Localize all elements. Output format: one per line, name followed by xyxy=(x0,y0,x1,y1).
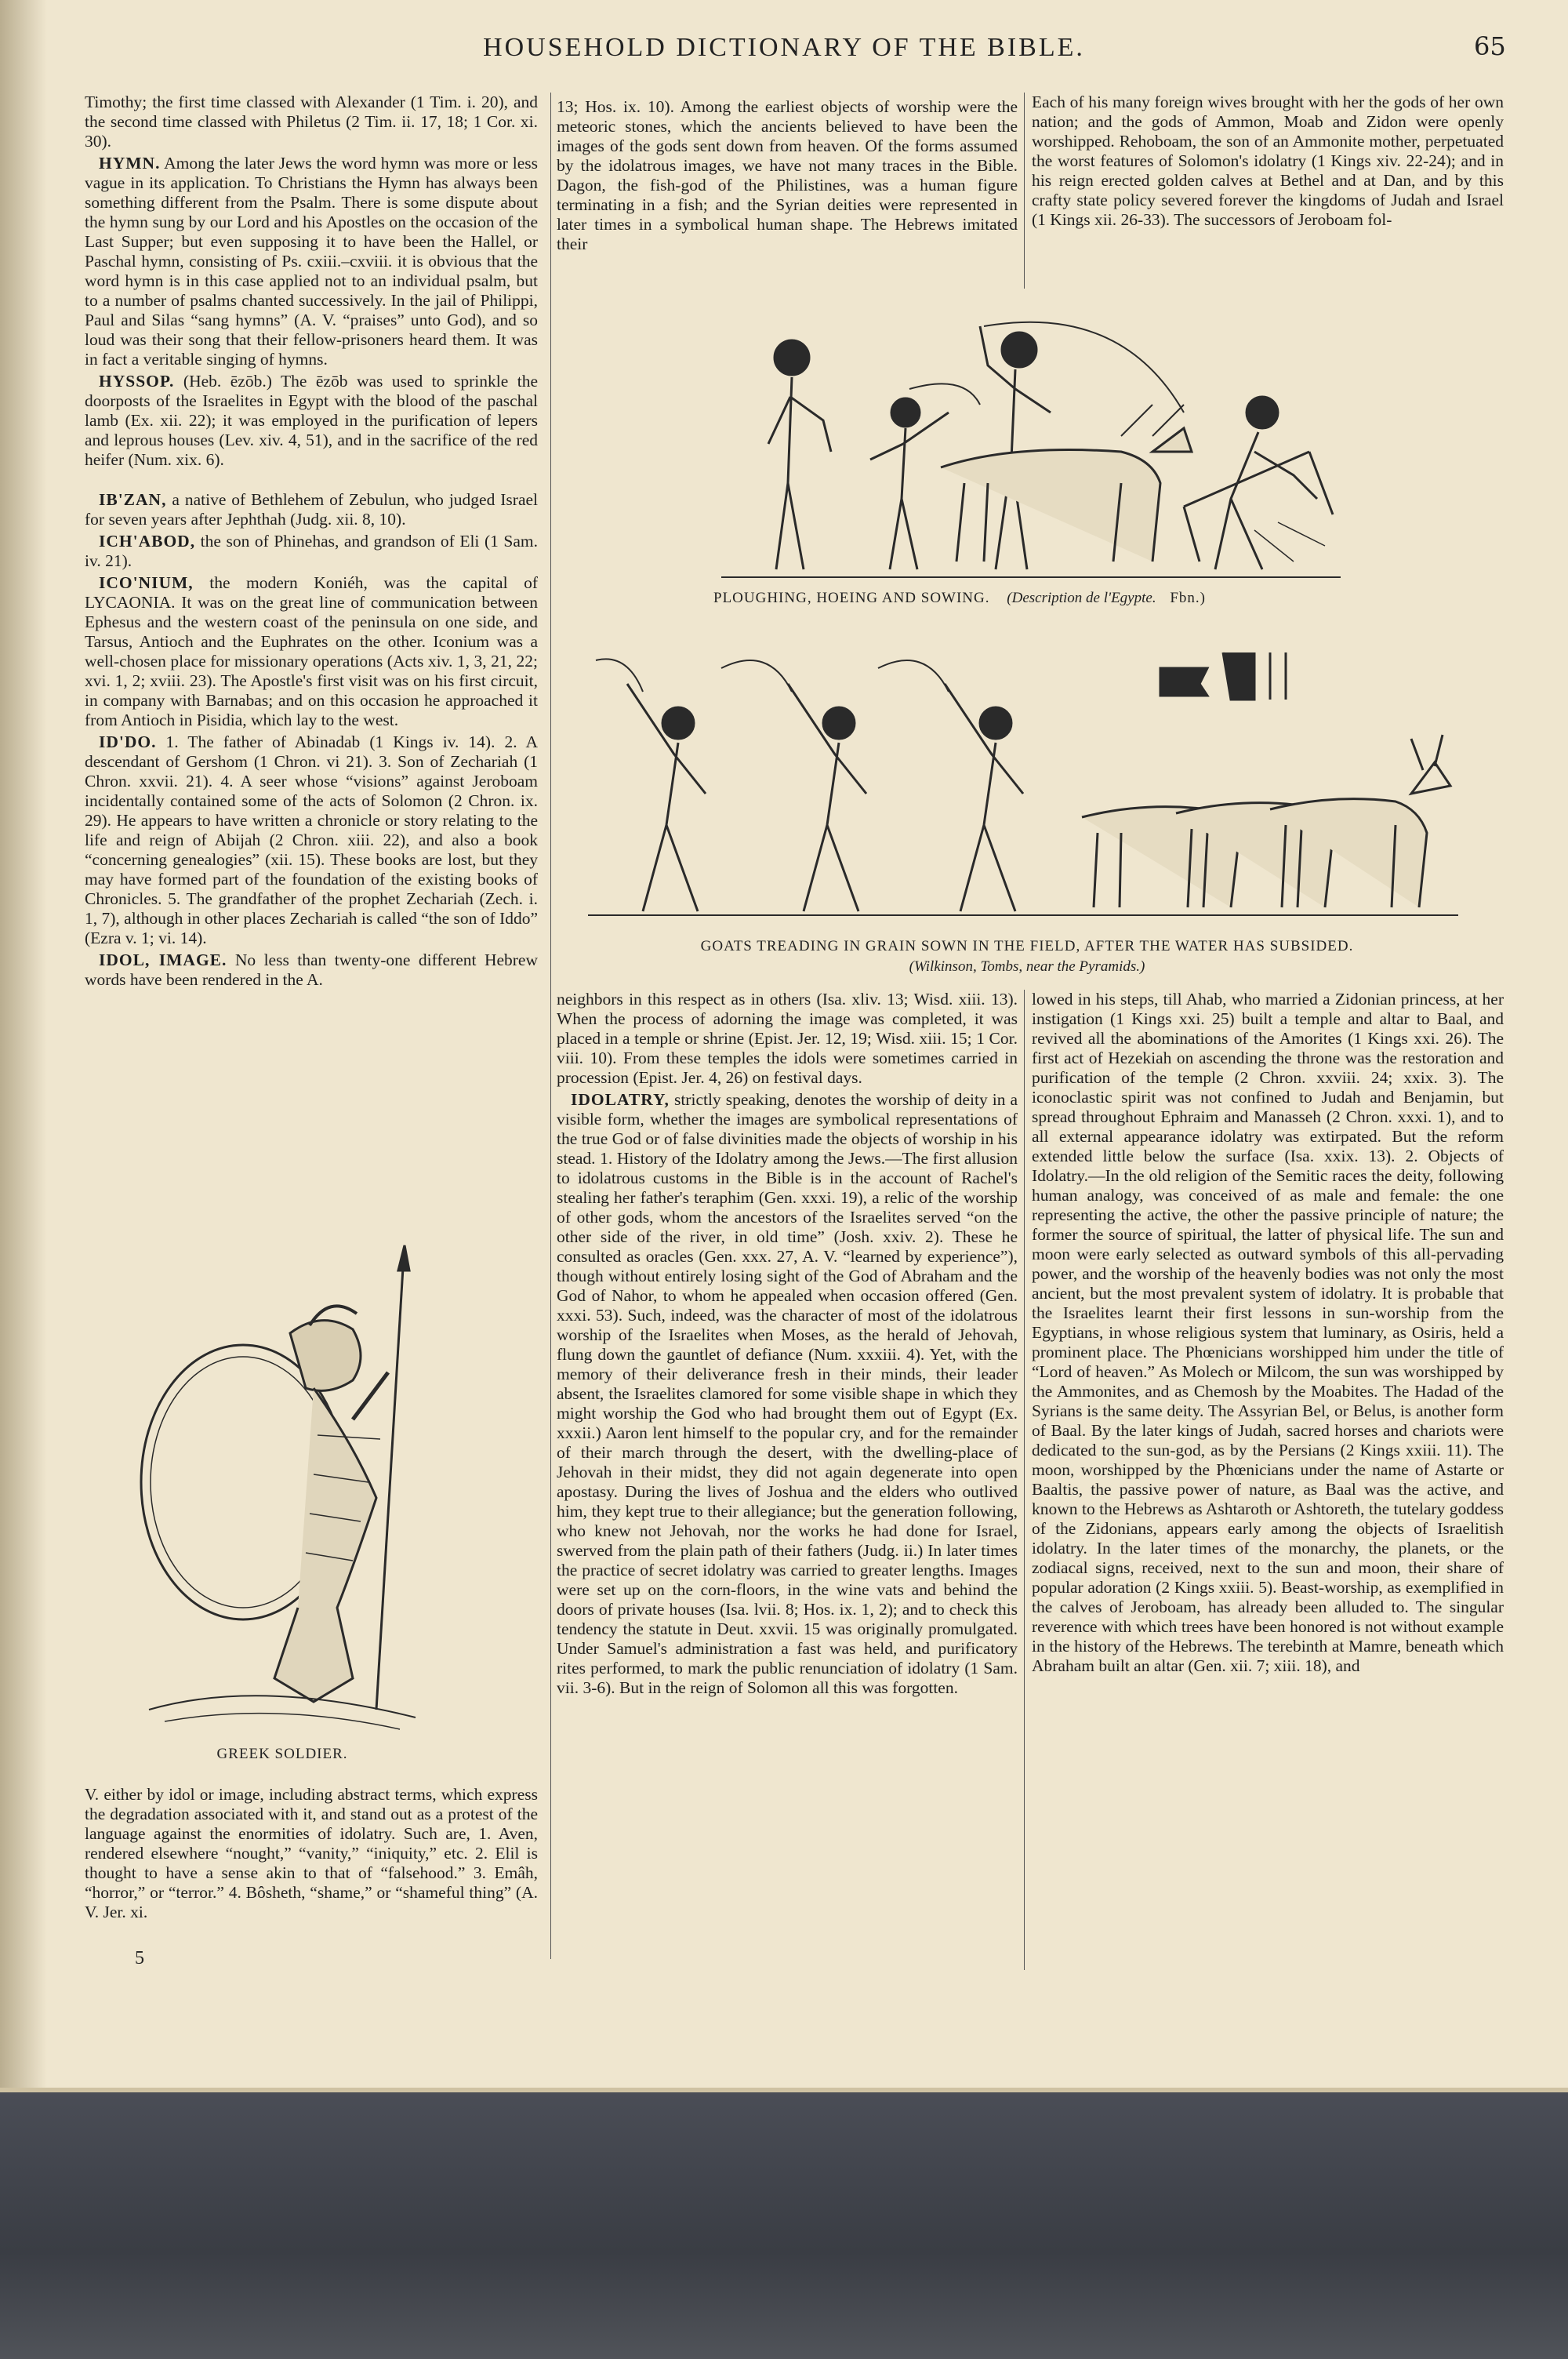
plough xyxy=(1184,452,1333,562)
entry-continuation: Timothy; the first time classed with Alexander (1 Tim. i. 20), and the second time classed with Philetus (2 Tim. ii. 17, 18; 1 Cor. xi. 30). xyxy=(85,93,538,151)
caption-goats: GOATS TREADING IN GRAIN SOWN IN THE FIELD, AFTER THE WATER HAS SUBSIDED. xyxy=(700,938,1354,954)
gutter-shadow xyxy=(0,0,47,2088)
column-rule-top-right xyxy=(1024,93,1025,289)
right-column-bottom xyxy=(1032,990,1504,1976)
ox xyxy=(941,428,1192,562)
right-column-top xyxy=(1032,93,1504,285)
right-bottom-text: lowed in his steps, till Ahab, who married a Zidonian princess, at her instigation (1 Kings xxi. 25) built a temple and altar to Baal, and revived all the abominations of the Amorites (1 Kings xxi. 26). The first act of Hezekiah on ascending the throne was the restoration and purification of the temple (2 Chron. xxviii. 24; xxix. 3). The iconoclastic spirit was not confined to Judah and Benjamin, but spread throughout Ephraim and Manasseh (2 Chron. xxxi. 1), and to all external appearance idolatry was extirpated. But the reform extended little below the surface (Isa. xxix. 13). 2. Objects of Idolatry.—In the old religion of the Semitic races the deity, following human analogy, was conceived of as male and female: the one representing the active, the other the passive principle of nature; the former the source of spiritual, the latter of physical life. The sun and moon were early selected as outward symbols of this all-pervading power, and the worship of the heavenly bodies was not only the most ancient, but the most prevalent system of idolatry. It is probable that the Israelites learnt their first lessons in sun-worship from the Egyptians, in whose religious system that luminary, as Osiris, held a prominent place. The Phœnicians worshipped him under the title of “Lord of heaven.” As Molech or Milcom, the sun was worshipped by the Ammonites, and as Chemosh by the Moabites. The Hadad of the Syrians is the same deity. The Assyrian Bel, or Belus, is another form of Baal. By the later kings of Judah, sacred horses and chariots were dedicated to the sun-god, as by the Persians (2 Kings xxiii. 11). The moon, worshipped by the Phœnicians under the name of Astarte or Baaltis, the passive power of nature, as Baal was the active, and known to the Hebrews as Ashtaroth or Ashtoreth, the tutelary goddess of the Zidonians, appears early among the objects of Israelitish idolatry. In the later times of the monarchy, the planets, or the zodiacal signs, received, next to the sun and moon, their share of popular adoration (2 Kings xxiii. 5). Beast-worship, as exemplified in the calves of Jeroboam, has already been alluded to. The singular reverence with which trees have been honored is not without example in the history of the Hebrews. The terebinth at Mamre, beneath which Abraham built an altar (Gen. xii. 7; xiii. 18), and xyxy=(1032,990,1504,1675)
figure-head-1 xyxy=(775,340,809,375)
column-rule-left xyxy=(550,93,551,1959)
ploughing-illustration xyxy=(713,295,1348,585)
entry-hymn: HYMN. Among the later Jews the word hymn was more or less vague in its application. To Christians the Hymn has always been something different from the Psalm. There is some dispute about the hymn sung by our Lord and his Apostles on the occasion of the Last Supper; but even supposing it to have been the Hallel, or Paschal hymn, consisting of Ps. cxiii.–cxviii. it is obvious that the word hymn is in this case applied not to an individual psalm, but to a number of psalms chanted successively. In the jail of Philippi, Paul and Silas “sang hymns” (A. V. “praises” unto God), and so loud was their song that their fellow-prisoners heard them. It was in fact a veritable singing of hymns. xyxy=(85,154,538,369)
middle-column-top xyxy=(557,97,1018,285)
spear xyxy=(376,1255,404,1710)
hieroglyph xyxy=(1160,652,1286,700)
signature-mark: 5 xyxy=(135,1948,144,1968)
middle-column-bottom xyxy=(557,990,1018,1976)
entry-idol-continuation: V. either by idol or image, including abstract terms, which express the degradation associated with it, and stand out as a protest of the language against the enormities of idolatry. Such are, 1. Aven, rendered elsewhere “nought,” “vanity,” “iniquity,” etc. 2. Elil is thought to have a sense akin to that of “falsehood.” 3. Emâh, “horror,” or “terror.” 4. Bôsheth, “shame,” or “shameful thing” (A. V. Jer. xi. xyxy=(85,1785,538,1921)
caption-goats-source: (Wilkinson, Tombs, near the Pyramids.) xyxy=(909,958,1145,975)
left-column-top xyxy=(85,93,538,1239)
figure-head-2 xyxy=(891,398,920,427)
caption-ploughing: PLOUGHING, HOEING AND SOWING. (Description de l'Egypte. Fbn.) xyxy=(713,590,1206,606)
entry-ibzan: IB'ZAN, a native of Bethlehem of Zebulun, who judged Israel for seven years after Jephthah (Judg. xii. 8, 10). xyxy=(85,490,538,529)
goat-herd xyxy=(1082,735,1450,907)
left-column-bottom xyxy=(85,1785,538,1942)
entry-hyssop: HYSSOP. (Heb. ēzōb.) The ēzōb was used to sprinkle the doorposts of the Israelites in Egypt with the blood of the paschal lamb (Ex. xii. 22); it was employed in the purification of lepers and leprous houses (Lev. xiv. 4, 51), and in the sacrifice of the red heifer (Num. xix. 6). xyxy=(85,372,538,469)
caption-greek-soldier: GREEK SOLDIER. xyxy=(216,1746,348,1762)
column-rule-bottom-right xyxy=(1024,990,1025,1970)
entry-ichabod: ICH'ABOD, the son of Phinehas, and grandson of Eli (1 Sam. iv. 21). xyxy=(85,532,538,570)
right-top-text: Each of his many foreign wives brought with her the gods of her own nation; and the gods of Ammon, Moab and Zidon were openly worshipped. Rehoboam, the son of an Ammonite mother, perpetuated the worst features of Solomon's idolatry (1 Kings xiv. 22-24); and in his reign erected golden calves at Bethel and at Dan, and by this crafty state policy severed forever the kingdoms of Judah and Israel (1 Kings xii. 26-33). The successors of Jeroboam fol- xyxy=(1032,93,1504,229)
figure-head-4 xyxy=(1247,397,1278,428)
entry-idol-image: IDOL, IMAGE. No less than twenty-one different Hebrew words have been rendered in the A. xyxy=(85,951,538,989)
greek-soldier-illustration xyxy=(118,1239,447,1741)
running-head: HOUSEHOLD DICTIONARY OF THE BIBLE. xyxy=(483,33,1085,62)
entry-idol-end: neighbors in this respect as in others (Isa. xliv. 13; Wisd. xiii. 13). When the process of adorning the image was completed, it was placed in a temple or shrine (Epist. Jer. 12, 19; Wisd. xiii. 15; 1 Cor. viii. 10). From these temples the idols were sometimes carried in procession (Epist. Jer. 4, 26) on festival days. xyxy=(557,990,1018,1087)
page-number: 65 xyxy=(1474,31,1506,61)
entry-iconium: ICO'NIUM, the modern Koniéh, was the capital of LYCAONIA. It was on the great line of communication between Ephesus and the western coast of the peninsula on one side, and Tarsus, Antioch and the Euphrates on the other. Iconium was a well-chosen place for missionary operations (Acts xiv. 1, 3, 21, 22; xvi. 1, 2; xviii. 23). The Apostle's first visit was on his first circuit, in company with Barnabas; and on this occasion he approached it from Antioch in Pisidia, which lay to the west. xyxy=(85,573,538,729)
scanner-background xyxy=(0,2092,1568,2359)
entry-idolatry: IDOLATRY, strictly speaking, denotes the worship of deity in a visible form, whether the images are symbolical representations of the true God or of false divinities made the objects of worship in his stead. 1. History of the Idolatry among the Jews.—The first allusion to idolatrous customs in the Bible is in the account of Rachel's stealing her father's teraphim (Gen. xxxi. 19), a relic of the worship of other gods, whom the ancestors of the Israelites served “on the other side of the river, in old time” (Josh. xxiv. 2). These he consulted as oracles (Gen. xxx. 27, A. V. “learned by experience”), though without entirely losing sight of the God of Abraham and the God of Nahor, to whom he appealed when occasion offered (Gen. xxxi. 53). Such, indeed, was the character of most of the idolatrous worship of the Israelites when Moses, as the herald of Jehovah, flung down the gauntlet of defiance (Num. xxxiii. 4). Yet, with the memory of their deliverance fresh in their minds, their leader absent, the Israelites clamored for some visible shape in which they might worship the God who had brought them out of Egypt (Ex. xxxii.) Aaron lent himself to the popular cry, and for the remainder of their march through the desert, with the dwelling-place of Jehovah in their midst, they did not again degenerate into open apostasy. During the lives of Joshua and the elders who outlived him, they kept true to their allegiance; but the generation following, who knew not Jehovah, nor the works he had done for Israel, swerved from the plain path of their fathers (Judg. ii.) In later times the practice of secret idolatry was carried to greater lengths. Images were set up on the corn-floors, in the wine vats and behind the doors of private houses (Isa. lvii. 8; Hos. ix. 1, 2); and to check this tendency the statute in Deut. xxvii. 15 was originally promulgated. Under Samuel's administration a fast was held, and purificatory rites performed, to mark the public renunciation of idolatry (1 Sam. vii. 3-6). But in the reign of Solomon all this was forgotten. xyxy=(557,1090,1018,1697)
figure-head-3 xyxy=(1002,333,1036,367)
goats-treading-illustration xyxy=(580,637,1466,927)
entry-iddo: ID'DO. 1. The father of Abinadab (1 Kings iv. 14). 2. A descendant of Gershom (1 Chron. vi 21). 3. Son of Zechariah (1 Chron. xxvii. 21). 4. A seer whose “visions” against Jeroboam incidentally contained some of the acts of Solomon (2 Chron. ix. 29). He appears to have written a chronicle or story relating to the life and reign of Abijah (2 Chron. xiii. 22), and also a book “concerning genealogies” (xii. 15). These books are lost, but they may have formed part of the foundation of the existing books of Chronicles. 5. The grandfather of the prophet Zechariah (Zech. i. 1, 7), although in other places Zechariah is called “the son of Iddo” (Ezra v. 1; vi. 14). xyxy=(85,732,538,947)
middle-top-text: 13; Hos. ix. 10). Among the earliest objects of worship were the meteoric stones, which the ancients believed to have been the images of the gods sent down from heaven. Of the forms assumed by the idolatrous images, we have not many traces in the Bible. Dagon, the fish-god of the Philistines, was a human figure terminating in a fish; and the Syrian deities were represented in later times in a symbolical human shape. The Hebrews imitated their xyxy=(557,97,1018,253)
